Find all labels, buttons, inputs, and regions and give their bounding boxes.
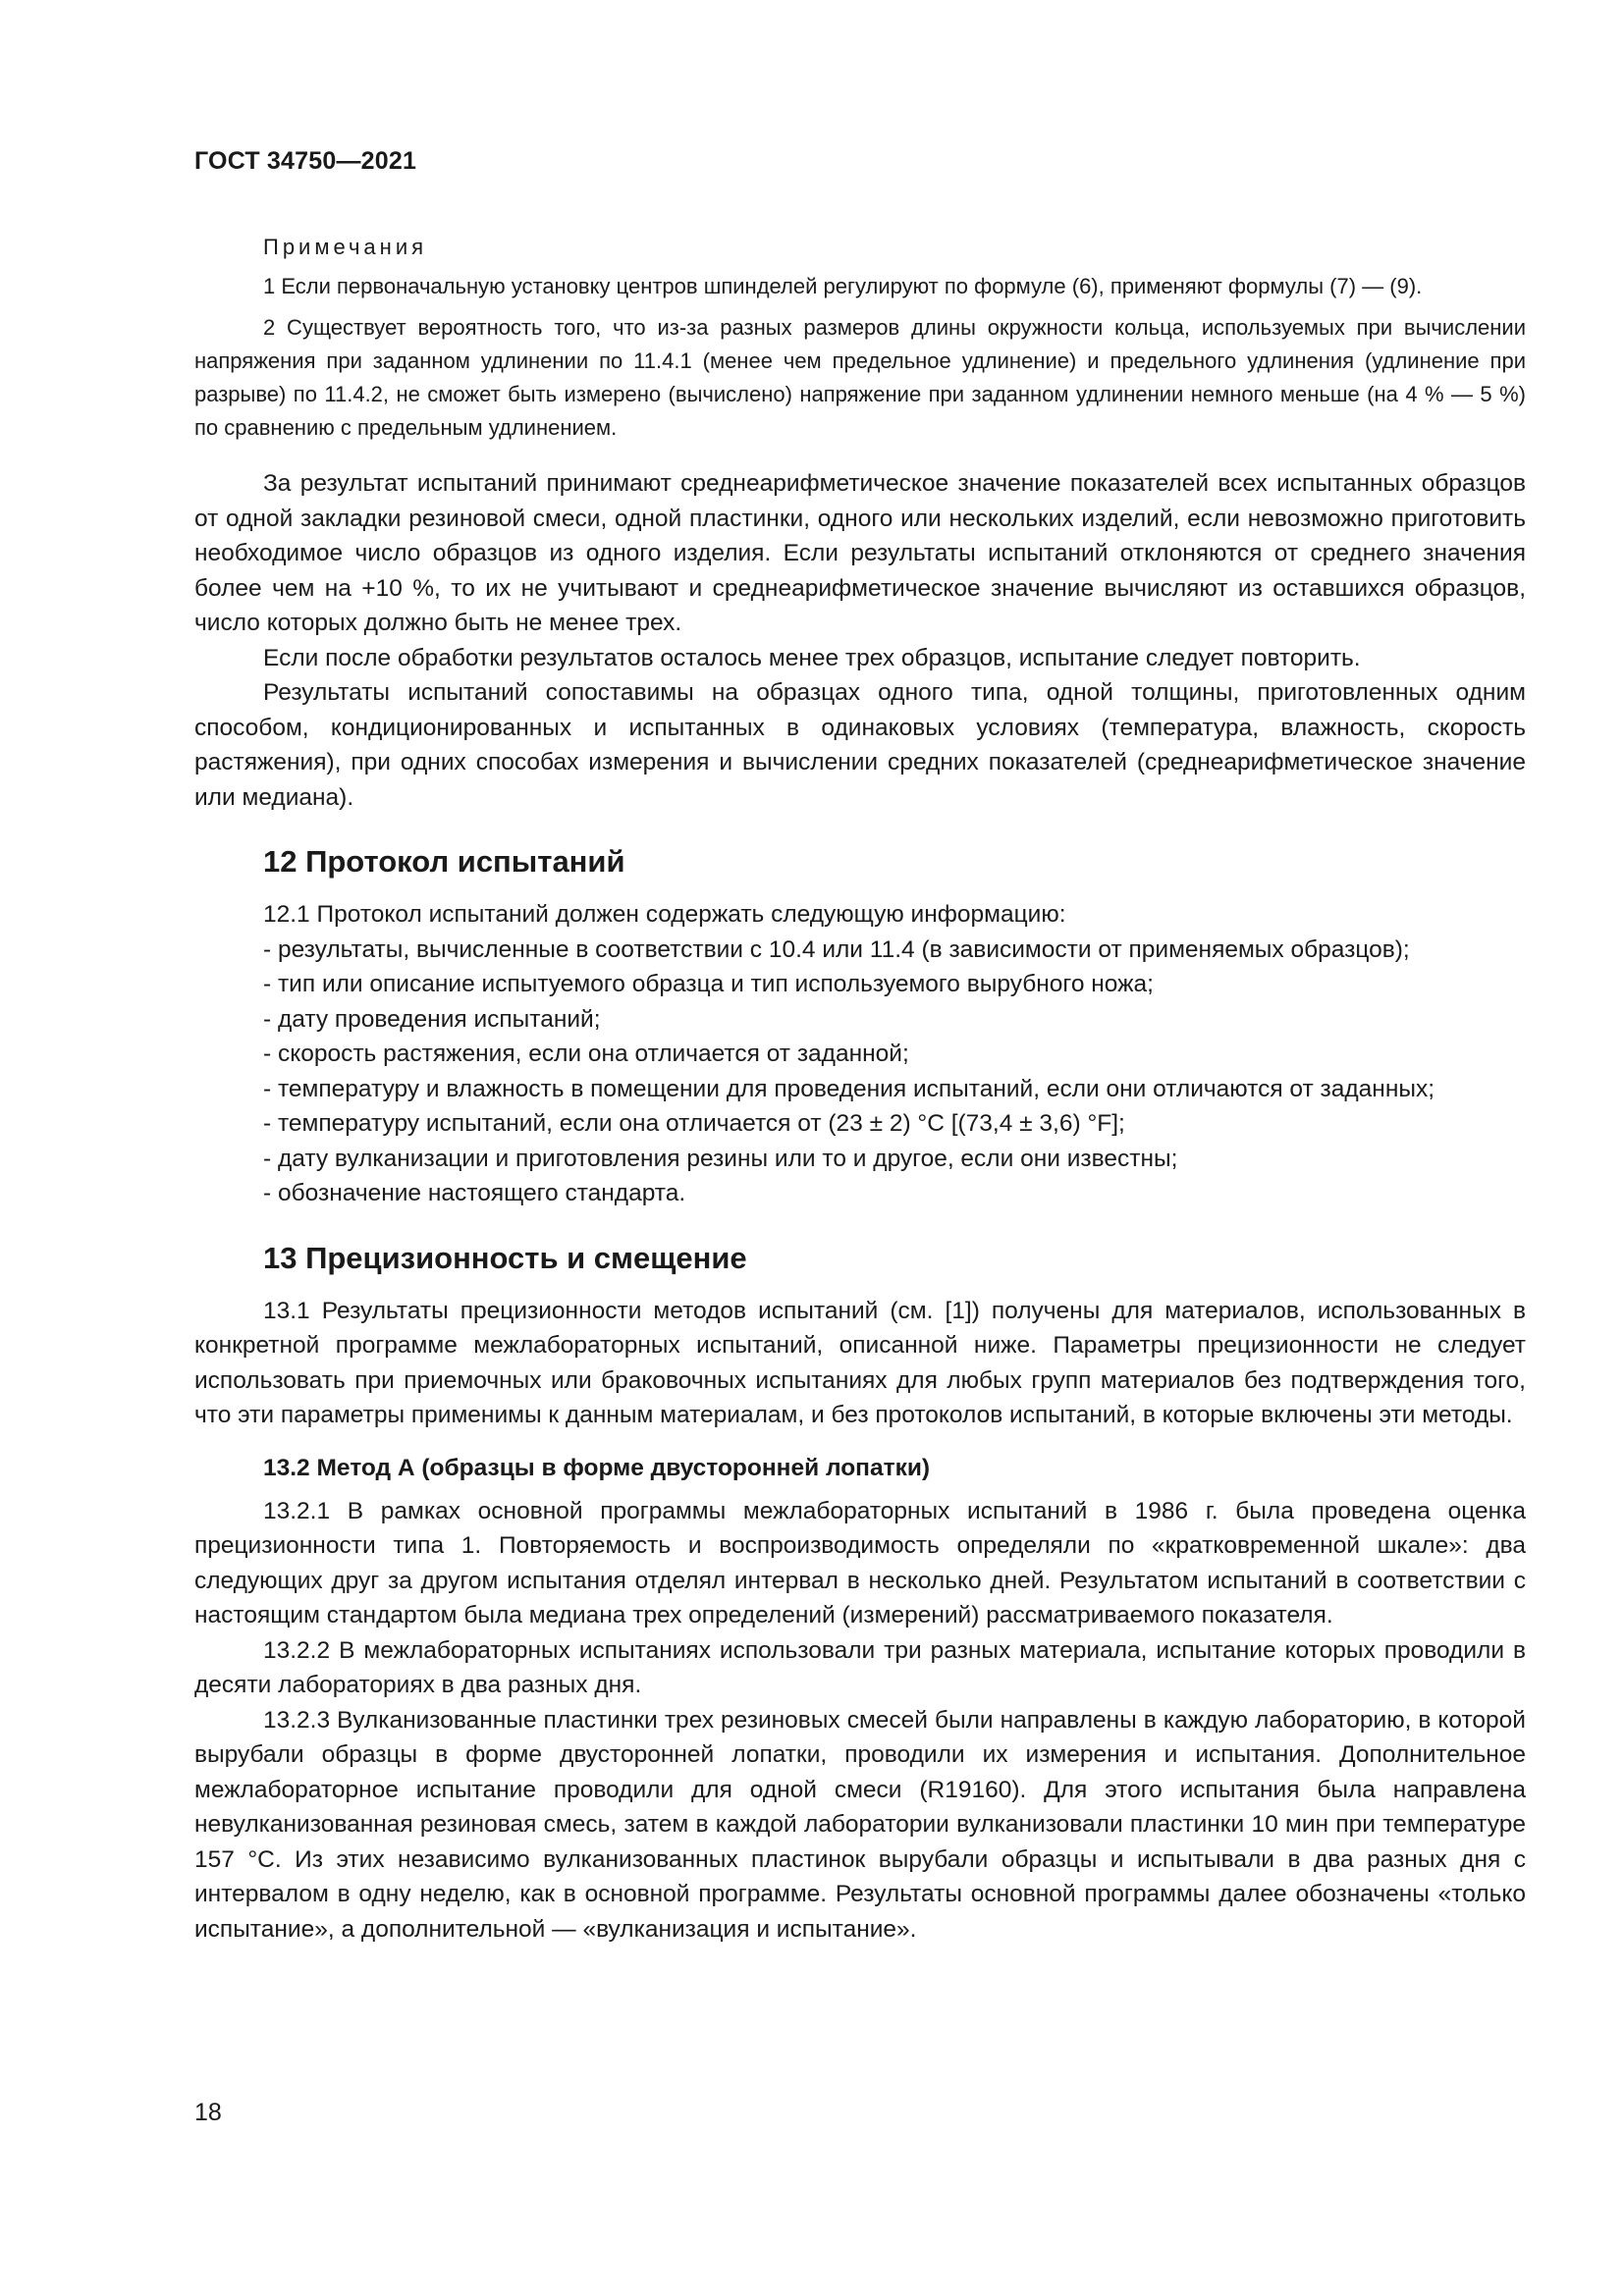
list-item: - тип или описание испытуемого образца и тип используемого вырубного ножа;	[263, 971, 1154, 997]
document-page	[194, 147, 1526, 1947]
page-number: 18	[194, 2099, 222, 2126]
paragraph-13-1: 13.1 Результаты прецизионности методов испытаний (см. [1]) получены для материалов, использованных в конкретной программе межлабораторных испытаний, описанной ниже. Параметры прецизионности не следует использовать при приемочных или браковочных испытаниях для любых групп материалов без подтверждения того, что эти параметры применимы к данным материалам, и без протоколов испытаний, в которые включены эти методы.	[194, 1297, 1526, 1428]
paragraph-result-average: За результат испытаний принимают среднеарифметическое значение показателей всех испытанных образцов от одной закладки резиновой смеси, одной пластинки, одного или нескольких изделий, если невозможно приготовить необходимое число образцов из одного изделия. Если результаты испытаний отклоняются от среднего значения более чем на +10 %, то их не учитывают и среднеарифметическое значение вычисляют из оставшихся образцов, число которых должно быть не менее трех.	[194, 470, 1526, 636]
notes-title: Примечания	[263, 235, 428, 259]
list-item: - скорость растяжения, если она отличается от заданной;	[263, 1041, 909, 1067]
note-2: 2 Существует вероятность того, что из-за разных размеров длины окружности кольца, используемых при вычислении напряжения при заданном удлинении по 11.4.1 (менее чем предельное удлинение) и предельного удлинения (удлинение при разрыве) по 11.4.2, не сможет быть измерено (вычислено) напряжение при заданном удлинении немного меньше (на 4 % — 5 %) по сравнению с предельным удлинением.	[194, 315, 1526, 440]
paragraph-repeat-test: Если после обработки результатов осталось менее трех образцов, испытание следует повторить.	[263, 644, 1361, 671]
section-13-heading: 13 Прецизионность и смещение	[263, 1240, 747, 1275]
list-item: - температуру испытаний, если она отличается от (23 ± 2) °С [(73,4 ± 3,6) °F];	[263, 1110, 1125, 1137]
paragraph-13-2-1: 13.2.1 В рамках основной программы межлабораторных испытаний в 1986 г. была проведена оценка прецизионности типа 1. Повторяемость и воспроизводимость определяли по «кратковременной шкале»: два следующих друг за другом испытания отделял интервал в несколько дней. Результатом испытаний в соответствии с настоящим стандартом была медиана трех определений (измерений) рассматриваемого показателя.	[194, 1497, 1526, 1629]
list-item: - результаты, вычисленные в соответствии с 10.4 или 11.4 (в зависимости от применяемых образцов);	[263, 935, 1410, 963]
paragraph-13-2-2: 13.2.2 В межлабораторных испытаниях использовали три разных материала, испытание которых проводили в десяти лабораториях в два разных дня.	[194, 1636, 1526, 1698]
note-1: 1 Если первоначальную установку центров шпинделей регулируют по формуле (6), применяют формулы (7) — (9).	[263, 274, 1423, 298]
list-item: - температуру и влажность в помещении для проведения испытаний, если они отличаются от заданных;	[263, 1075, 1435, 1102]
standard-designation: ГОСТ 34750—2021	[194, 147, 417, 175]
list-item: - дату проведения испытаний;	[263, 1005, 601, 1033]
section-12-heading: 12 Протокол испытаний	[263, 844, 625, 879]
paragraph-comparability: Результаты испытаний сопоставимы на образцах одного типа, одной толщины, приготовленных одним способом, кондиционированных и испытанных в одинаковых условиях (температура, влажность, скорость растяжения), при одних способах измерения и вычислении средних показателей (среднеарифметическое значение или медиана).	[194, 679, 1526, 811]
list-item: - дату вулканизации и приготовления резины или то и другое, если они известны;	[263, 1145, 1178, 1172]
notes-block	[194, 231, 1526, 445]
subsection-13-2-heading: 13.2 Метод А (образцы в форме двусторонней лопатки)	[263, 1454, 931, 1481]
paragraph-13-2-3: 13.2.3 Вулканизованные пластинки трех резиновых смесей были направлены в каждую лабораторию, в которой вырубали образцы в форме двусторонней лопатки, проводили их измерения и испытания. Дополнительное межлабораторное испытание проводили для одной смеси (R19160). Для этого испытания была направлена невулканизованная резиновая смесь, затем в каждой лаборатории вулканизовали пластинки 10 мин при температуре 157 °С. Из этих независимо вулканизованных пластинок вырубали образцы и испытывали в два разных дня с интервалом в одну неделю, как в основной программе. Результаты основной программы далее обозначены «только испытание», а дополнительной — «вулканизация и испытание».	[194, 1706, 1526, 1943]
paragraph-12-1: 12.1 Протокол испытаний должен содержать следующую информацию:	[263, 901, 1066, 928]
list-item: - обозначение настоящего стандарта.	[263, 1180, 686, 1206]
